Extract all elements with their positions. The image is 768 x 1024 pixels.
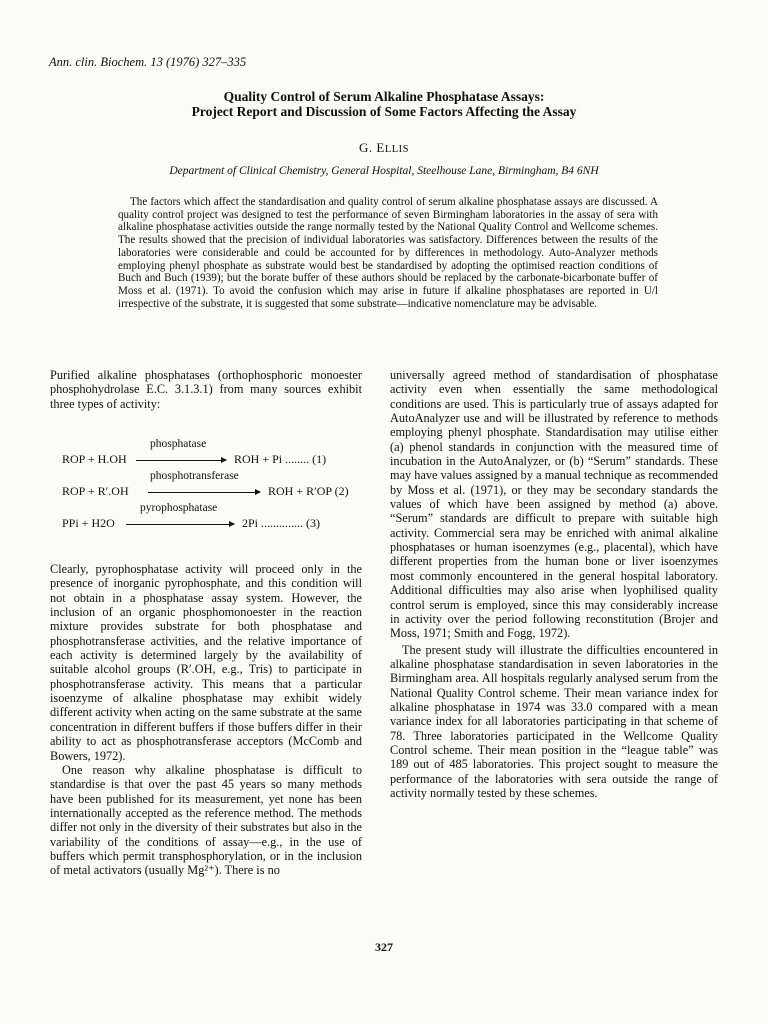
left-column [50,368,362,878]
body-paragraph-4: universally agreed method of standardisation of phosphatase activity even when essentially the same methodological conditions are used. This is particularly true of assays adapted for AutoAnalyzer use and will be illustrated by reference to methods employing phenyl phosphate. Standardisation may utilise either (a) phenol standards in conjunction with the measured time of incubation in the AutoAnalyzer, or (b) “Serum” standards. These may have values assigned by a manual technique as recommended by Moss et al. (1971), or they may be secondary standards the values of which have been assigned by method (a) above. “Serum” standards are difficult to prepare with suitable high activity. Commercial sera may be enriched with animal alkaline phosphatases or human isoenzymes (e.g., placental), which have different properties from the human bone or liver isoenzymes most commonly encountered in the general hospital laboratory. Additional difficulties may also arise when lyophilised quality control serum is employed, since this may considerably increase in activity over the period following reconstitution (Brojer and Moss, 1971; Smith and Fogg, 1972). [390,368,718,641]
intro-paragraph: Purified alkaline phosphatases (orthophosphoric monoester phosphohydrolase E.C. 3.1.3.1) from many sources exhibit three types of activity: [50,368,362,411]
reaction-3-enzyme: pyrophosphatase [140,502,218,515]
right-column [390,368,718,800]
reaction-equations [50,438,362,538]
reaction-2-enzyme: phosphotransferase [150,470,239,483]
reaction-arrow [126,524,234,525]
reaction-2-lhs: ROP + R′.OH [62,484,129,499]
reaction-arrow [148,492,260,493]
body-paragraph-3: One reason why alkaline phosphatase is difficult to standardise is that over the past 45 years so many methods have been published for its measurement, yet none has been internationally accepted as the reference method. The methods differ not only in the diversity of their substrates but also in the variability of the conditions of assay—e.g., in the use of buffers which permit transphosphorylation, or in the inclusion of metal activators (usually Mg²⁺). There is no [50,762,362,878]
title-line-2: Project Report and Discussion of Some Factors Affecting the Assay [191,104,577,119]
paper-title [0,89,768,119]
abstract: The factors which affect the standardisation and quality control of serum alkaline phosphatase assays are discussed. A quality control project was designed to test the performance of seven Birmingham laboratories in the assay of sera with alkaline phosphatase activities outside the range normally tested by the National Quality Control and Wellcome schemes. The results showed that the precision of individual laboratories was satisfactory. Differences between the results of the laboratories were considerable and could be accounted for by differences in methodology. Auto-Analyzer methods employing phenyl phosphate as substrate would best be standardised by adopting the optimised reaction conditions of Buch and Buch (1939); but the borate buffer of these authors should be replaced by the carbonate-bicarbonate buffer of Moss et al. (1971). To avoid the confusion which may arise in future if alkaline phosphatases are reported in U/l irrespective of the substrate, it is suggested that some substrate—indicative nomenclature may be advisable. [118,196,658,310]
body-paragraph-2: Clearly, pyrophosphatase activity will proceed only in the presence of inorganic pyrophosphate, and this condition will not obtain in a phosphatase assay system. However, the inclusion of an organic phosphomonoester in the reaction mixture provides substrate for both phosphatase and phosphotransferase activities, and the relative importance of each activity is determined largely by the availability of suitable alcohol groups (R′.OH, e.g., Tris) to participate in phosphotransferase activity. This means that a particular isoenzyme of alkaline phosphatase may exhibit widely different activity when acting on the same substrate at the same concentration in different buffers if those buffers differ in their ability to act as phosphotransferase acceptors (McComb and Bowers, 1972). [50,562,362,763]
reaction-2-rhs: ROH + R′OP (2) [268,484,349,499]
title-line-1: Quality Control of Serum Alkaline Phosphatase Assays: [223,89,545,104]
reaction-1-enzyme: phosphatase [150,438,207,451]
author-name [0,140,768,156]
reaction-3-lhs: PPi + H2O [62,516,115,531]
affiliation: Department of Clinical Chemistry, General Hospital, Steelhouse Lane, Birmingham, B4 6NH [169,165,599,177]
author-first: G. E [358,140,385,155]
author-rest: LLIS [384,144,409,155]
reaction-arrow [136,460,226,461]
body-paragraph-5: The present study will illustrate the difficulties encountered in alkaline phosphatase standardisation in seven laboratories in the Birmingham area. All hospitals regularly analysed serum from the National Quality Control scheme. Their mean variance index for alkaline phosphatase in 1974 was 33.0 compared with a mean variance index for all laboratories participating in that scheme of 78. Three laboratories participated in the Wellcome Quality Control scheme. Their mean position in the “league table” was 189 out of 485 laboratories. This project sought to measure the performance of the laboratories with sera outside the range of activity normally tested by these schemes. [390,642,718,800]
reaction-1-lhs: ROP + H.OH [62,452,127,467]
reaction-3-rhs: 2Pi .............. (3) [242,516,320,531]
journal-citation: Ann. clin. Biochem. 13 (1976) 327–335 [49,55,247,69]
page-number: 327 [375,940,393,954]
reaction-1-rhs: ROH + Pi ........ (1) [234,452,327,467]
